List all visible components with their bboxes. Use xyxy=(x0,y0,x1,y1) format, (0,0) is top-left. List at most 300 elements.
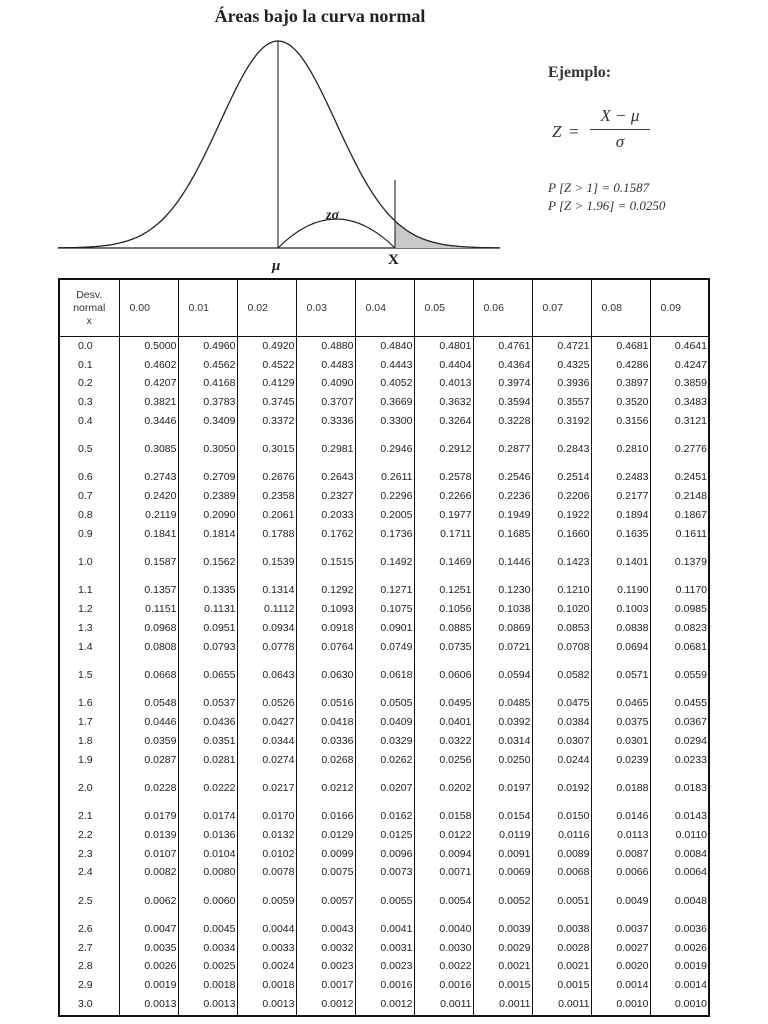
probability-cell: 0.0122 xyxy=(414,826,473,845)
probability-cell: 0.1736 xyxy=(355,525,414,544)
probability-cell: 0.0174 xyxy=(178,807,237,826)
probability-cell: 0.0011 xyxy=(414,996,473,1016)
probability-cell: 0.0082 xyxy=(119,864,178,883)
probability-cell: 0.3557 xyxy=(532,394,591,413)
probability-cell: 0.0035 xyxy=(119,939,178,958)
probability-cell: 0.0089 xyxy=(532,845,591,864)
probability-cell: 0.1894 xyxy=(591,507,650,526)
probability-cell: 0.0068 xyxy=(532,864,591,883)
probability-cell: 0.2981 xyxy=(296,431,355,469)
table-row xyxy=(59,431,709,469)
probability-cell: 0.5000 xyxy=(119,337,178,357)
probability-cell: 0.0032 xyxy=(296,939,355,958)
probability-cell: 0.0212 xyxy=(296,770,355,808)
probability-cell: 0.2611 xyxy=(355,469,414,488)
z-value-cell: 2.0 xyxy=(59,770,119,808)
probability-cell: 0.0764 xyxy=(296,638,355,657)
probability-cell: 0.0336 xyxy=(296,732,355,751)
probability-cell: 0.1020 xyxy=(532,601,591,620)
probability-cell: 0.0143 xyxy=(650,807,709,826)
probability-cell: 0.4090 xyxy=(296,375,355,394)
column-header: 0.02 xyxy=(237,279,296,337)
column-header: 0.07 xyxy=(532,279,591,337)
column-header: 0.04 xyxy=(355,279,414,337)
z-sigma-arc xyxy=(278,219,395,248)
probability-cell: 0.0038 xyxy=(532,920,591,939)
probability-cell: 0.1762 xyxy=(296,525,355,544)
probability-cell: 0.2483 xyxy=(591,469,650,488)
probability-cell: 0.1711 xyxy=(414,525,473,544)
probability-cell: 0.0014 xyxy=(591,977,650,996)
probability-cell: 0.0094 xyxy=(414,845,473,864)
probability-cell: 0.0036 xyxy=(650,920,709,939)
probability-cell: 0.2810 xyxy=(591,431,650,469)
z-value-cell: 0.1 xyxy=(59,356,119,375)
z-table xyxy=(58,278,710,1017)
z-value-cell: 0.4 xyxy=(59,413,119,432)
probability-cell: 0.0244 xyxy=(532,751,591,770)
z-value-cell: 2.3 xyxy=(59,845,119,864)
probability-cell: 0.0110 xyxy=(650,826,709,845)
probability-cell: 0.0233 xyxy=(650,751,709,770)
probability-cell: 0.0139 xyxy=(119,826,178,845)
probability-cell: 0.1056 xyxy=(414,601,473,620)
probability-cell: 0.1469 xyxy=(414,544,473,582)
probability-cell: 0.0049 xyxy=(591,883,650,921)
probability-cell: 0.0132 xyxy=(237,826,296,845)
probability-cell: 0.0179 xyxy=(119,807,178,826)
probability-cell: 0.0885 xyxy=(414,619,473,638)
probability-cell: 0.0951 xyxy=(178,619,237,638)
table-row xyxy=(59,977,709,996)
probability-cell: 0.0016 xyxy=(414,977,473,996)
probability-cell: 0.0020 xyxy=(591,958,650,977)
probability-cell: 0.0069 xyxy=(473,864,532,883)
probability-cell: 0.0548 xyxy=(119,695,178,714)
probability-cell: 0.2451 xyxy=(650,469,709,488)
probability-cell: 0.3632 xyxy=(414,394,473,413)
probability-cell: 0.0823 xyxy=(650,619,709,638)
table-row xyxy=(59,619,709,638)
probability-cell: 0.1611 xyxy=(650,525,709,544)
probability-cell: 0.0778 xyxy=(237,638,296,657)
probability-cell: 0.0668 xyxy=(119,657,178,695)
probability-cell: 0.0021 xyxy=(532,958,591,977)
z-value-cell: 1.9 xyxy=(59,751,119,770)
probability-cell: 0.0606 xyxy=(414,657,473,695)
probability-cell: 0.1922 xyxy=(532,507,591,526)
probability-cell: 0.0016 xyxy=(355,977,414,996)
probability-cell: 0.2033 xyxy=(296,507,355,526)
z-value-cell: 2.2 xyxy=(59,826,119,845)
table-row xyxy=(59,337,709,357)
z-value-cell: 2.1 xyxy=(59,807,119,826)
probability-cell: 0.0162 xyxy=(355,807,414,826)
probability-cell: 0.0485 xyxy=(473,695,532,714)
probability-cell: 0.3015 xyxy=(237,431,296,469)
z-value-cell: 0.8 xyxy=(59,507,119,526)
z-value-cell: 0.3 xyxy=(59,394,119,413)
probability-cell: 0.0013 xyxy=(237,996,296,1016)
probability-cell: 0.0344 xyxy=(237,732,296,751)
table-row xyxy=(59,864,709,883)
probability-cell: 0.3264 xyxy=(414,413,473,432)
probability-cell: 0.4129 xyxy=(237,375,296,394)
probability-cell: 0.0154 xyxy=(473,807,532,826)
right-tail-shaded-area xyxy=(395,222,500,248)
probability-cell: 0.0041 xyxy=(355,920,414,939)
probability-cell: 0.1251 xyxy=(414,582,473,601)
probability-cell: 0.3336 xyxy=(296,413,355,432)
table-row xyxy=(59,713,709,732)
z-value-cell: 1.8 xyxy=(59,732,119,751)
probability-cell: 0.2358 xyxy=(237,488,296,507)
z-value-cell: 1.7 xyxy=(59,713,119,732)
table-row xyxy=(59,883,709,921)
probability-cell: 0.0869 xyxy=(473,619,532,638)
probability-cell: 0.1292 xyxy=(296,582,355,601)
probability-cell: 0.0015 xyxy=(532,977,591,996)
probability-cell: 0.0012 xyxy=(355,996,414,1016)
probability-cell: 0.0516 xyxy=(296,695,355,714)
probability-cell: 0.4721 xyxy=(532,337,591,357)
probability-cell: 0.0158 xyxy=(414,807,473,826)
probability-cell: 0.0630 xyxy=(296,657,355,695)
probability-cell: 0.1492 xyxy=(355,544,414,582)
probability-cell: 0.0375 xyxy=(591,713,650,732)
z-value-cell: 0.6 xyxy=(59,469,119,488)
example-probability-1: P [Z > 1] = 0.1587 xyxy=(548,180,650,195)
table-row xyxy=(59,601,709,620)
probability-cell: 0.0301 xyxy=(591,732,650,751)
table-row xyxy=(59,488,709,507)
probability-cell: 0.0307 xyxy=(532,732,591,751)
probability-cell: 0.4404 xyxy=(414,356,473,375)
probability-cell: 0.0359 xyxy=(119,732,178,751)
probability-cell: 0.1401 xyxy=(591,544,650,582)
table-row xyxy=(59,751,709,770)
probability-cell: 0.0655 xyxy=(178,657,237,695)
probability-cell: 0.0026 xyxy=(650,939,709,958)
table-row xyxy=(59,996,709,1016)
z-value-cell: 0.7 xyxy=(59,488,119,507)
probability-cell: 0.0853 xyxy=(532,619,591,638)
probability-cell: 0.0019 xyxy=(119,977,178,996)
probability-cell: 0.0582 xyxy=(532,657,591,695)
formula-fraction-bar xyxy=(590,129,650,130)
probability-cell: 0.0401 xyxy=(414,713,473,732)
probability-cell: 0.0031 xyxy=(355,939,414,958)
probability-cell: 0.4602 xyxy=(119,356,178,375)
probability-cell: 0.3707 xyxy=(296,394,355,413)
probability-cell: 0.0735 xyxy=(414,638,473,657)
column-header: 0.01 xyxy=(178,279,237,337)
probability-cell: 0.4920 xyxy=(237,337,296,357)
probability-cell: 0.3897 xyxy=(591,375,650,394)
probability-cell: 0.0281 xyxy=(178,751,237,770)
probability-cell: 0.1379 xyxy=(650,544,709,582)
header-desv-line-3: x xyxy=(86,314,92,327)
z-value-cell: 1.2 xyxy=(59,601,119,620)
z-value-cell: 0.0 xyxy=(59,337,119,357)
probability-cell: 0.0044 xyxy=(237,920,296,939)
probability-cell: 0.2061 xyxy=(237,507,296,526)
probability-cell: 0.3594 xyxy=(473,394,532,413)
probability-cell: 0.4052 xyxy=(355,375,414,394)
probability-cell: 0.0033 xyxy=(237,939,296,958)
page-title: Áreas bajo la curva normal xyxy=(214,6,426,26)
probability-cell: 0.0048 xyxy=(650,883,709,921)
probability-cell: 0.0808 xyxy=(119,638,178,657)
probability-cell: 0.1841 xyxy=(119,525,178,544)
probability-cell: 0.0039 xyxy=(473,920,532,939)
probability-cell: 0.1003 xyxy=(591,601,650,620)
probability-cell: 0.3446 xyxy=(119,413,178,432)
probability-cell: 0.2946 xyxy=(355,431,414,469)
probability-cell: 0.0217 xyxy=(237,770,296,808)
formula-denominator: σ xyxy=(615,132,625,151)
z-value-cell: 0.9 xyxy=(59,525,119,544)
probability-cell: 0.0409 xyxy=(355,713,414,732)
probability-cell: 0.3156 xyxy=(591,413,650,432)
table-row xyxy=(59,920,709,939)
z-value-cell: 2.6 xyxy=(59,920,119,939)
probability-cell: 0.4960 xyxy=(178,337,237,357)
column-header: 0.06 xyxy=(473,279,532,337)
probability-cell: 0.3859 xyxy=(650,375,709,394)
probability-cell: 0.0022 xyxy=(414,958,473,977)
probability-cell: 0.0749 xyxy=(355,638,414,657)
probability-cell: 0.0011 xyxy=(473,996,532,1016)
probability-cell: 0.0526 xyxy=(237,695,296,714)
probability-cell: 0.4013 xyxy=(414,375,473,394)
probability-cell: 0.0721 xyxy=(473,638,532,657)
probability-cell: 0.0475 xyxy=(532,695,591,714)
table-row xyxy=(59,582,709,601)
probability-cell: 0.0202 xyxy=(414,770,473,808)
probability-cell: 0.1446 xyxy=(473,544,532,582)
table-row xyxy=(59,507,709,526)
probability-cell: 0.1814 xyxy=(178,525,237,544)
probability-cell: 0.4168 xyxy=(178,375,237,394)
probability-cell: 0.4364 xyxy=(473,356,532,375)
probability-cell: 0.2776 xyxy=(650,431,709,469)
probability-cell: 0.0064 xyxy=(650,864,709,883)
probability-cell: 0.1075 xyxy=(355,601,414,620)
probability-cell: 0.0078 xyxy=(237,864,296,883)
z-value-cell: 2.9 xyxy=(59,977,119,996)
probability-cell: 0.0322 xyxy=(414,732,473,751)
probability-cell: 0.2843 xyxy=(532,431,591,469)
probability-cell: 0.0392 xyxy=(473,713,532,732)
probability-cell: 0.2578 xyxy=(414,469,473,488)
probability-cell: 0.3121 xyxy=(650,413,709,432)
probability-cell: 0.0066 xyxy=(591,864,650,883)
probability-cell: 0.0207 xyxy=(355,770,414,808)
probability-cell: 0.0025 xyxy=(178,958,237,977)
z-value-cell: 2.5 xyxy=(59,883,119,921)
z-value-cell: 2.8 xyxy=(59,958,119,977)
probability-cell: 0.0102 xyxy=(237,845,296,864)
probability-cell: 0.2546 xyxy=(473,469,532,488)
x-label: X xyxy=(388,252,399,268)
probability-cell: 0.0384 xyxy=(532,713,591,732)
probability-cell: 0.1170 xyxy=(650,582,709,601)
probability-cell: 0.0096 xyxy=(355,845,414,864)
probability-cell: 0.0017 xyxy=(296,977,355,996)
probability-cell: 0.0170 xyxy=(237,807,296,826)
probability-cell: 0.0446 xyxy=(119,713,178,732)
probability-cell: 0.0166 xyxy=(296,807,355,826)
table-row xyxy=(59,394,709,413)
probability-cell: 0.0011 xyxy=(532,996,591,1016)
probability-cell: 0.0091 xyxy=(473,845,532,864)
probability-cell: 0.2119 xyxy=(119,507,178,526)
probability-cell: 0.0037 xyxy=(591,920,650,939)
probability-cell: 0.0073 xyxy=(355,864,414,883)
mu-label: μ xyxy=(272,258,281,274)
probability-cell: 0.0055 xyxy=(355,883,414,921)
probability-cell: 0.3783 xyxy=(178,394,237,413)
column-header: 0.09 xyxy=(650,279,709,337)
probability-cell: 0.2236 xyxy=(473,488,532,507)
probability-cell: 0.0023 xyxy=(355,958,414,977)
probability-cell: 0.0262 xyxy=(355,751,414,770)
probability-cell: 0.4880 xyxy=(296,337,355,357)
z-value-cell: 2.7 xyxy=(59,939,119,958)
probability-cell: 0.3483 xyxy=(650,394,709,413)
column-header: 0.08 xyxy=(591,279,650,337)
probability-cell: 0.0018 xyxy=(178,977,237,996)
probability-cell: 0.4483 xyxy=(296,356,355,375)
probability-cell: 0.4801 xyxy=(414,337,473,357)
probability-cell: 0.0274 xyxy=(237,751,296,770)
probability-cell: 0.4840 xyxy=(355,337,414,357)
probability-cell: 0.0023 xyxy=(296,958,355,977)
probability-cell: 0.3300 xyxy=(355,413,414,432)
probability-cell: 0.1190 xyxy=(591,582,650,601)
probability-cell: 0.1210 xyxy=(532,582,591,601)
column-header: 0.05 xyxy=(414,279,473,337)
probability-cell: 0.4562 xyxy=(178,356,237,375)
probability-cell: 0.0694 xyxy=(591,638,650,657)
header-desv-line-2: normal xyxy=(73,301,106,314)
probability-cell: 0.0080 xyxy=(178,864,237,883)
probability-cell: 0.0027 xyxy=(591,939,650,958)
normal-curve xyxy=(58,41,500,248)
probability-cell: 0.0618 xyxy=(355,657,414,695)
probability-cell: 0.0047 xyxy=(119,920,178,939)
probability-cell: 0.0024 xyxy=(237,958,296,977)
probability-cell: 0.4286 xyxy=(591,356,650,375)
probability-cell: 0.0129 xyxy=(296,826,355,845)
probability-cell: 0.0021 xyxy=(473,958,532,977)
probability-cell: 0.0014 xyxy=(650,977,709,996)
probability-cell: 0.4761 xyxy=(473,337,532,357)
z-sigma-label: zσ xyxy=(326,208,339,223)
probability-cell: 0.1562 xyxy=(178,544,237,582)
probability-cell: 0.0256 xyxy=(414,751,473,770)
probability-cell: 0.0060 xyxy=(178,883,237,921)
probability-cell: 0.1230 xyxy=(473,582,532,601)
probability-cell: 0.0228 xyxy=(119,770,178,808)
probability-cell: 0.0918 xyxy=(296,619,355,638)
probability-cell: 0.2296 xyxy=(355,488,414,507)
probability-cell: 0.1660 xyxy=(532,525,591,544)
probability-cell: 0.0043 xyxy=(296,920,355,939)
probability-cell: 0.3192 xyxy=(532,413,591,432)
probability-cell: 0.1635 xyxy=(591,525,650,544)
probability-cell: 0.0250 xyxy=(473,751,532,770)
probability-cell: 0.0351 xyxy=(178,732,237,751)
probability-cell: 0.0222 xyxy=(178,770,237,808)
probability-cell: 0.0010 xyxy=(591,996,650,1016)
probability-cell: 0.0329 xyxy=(355,732,414,751)
probability-cell: 0.2327 xyxy=(296,488,355,507)
probability-cell: 0.3050 xyxy=(178,431,237,469)
probability-cell: 0.0113 xyxy=(591,826,650,845)
probability-cell: 0.4522 xyxy=(237,356,296,375)
probability-cell: 0.1788 xyxy=(237,525,296,544)
probability-cell: 0.1587 xyxy=(119,544,178,582)
probability-cell: 0.1038 xyxy=(473,601,532,620)
table-row xyxy=(59,356,709,375)
probability-cell: 0.0116 xyxy=(532,826,591,845)
probability-cell: 0.2005 xyxy=(355,507,414,526)
table-header-row xyxy=(59,279,709,337)
probability-cell: 0.0059 xyxy=(237,883,296,921)
probability-cell: 0.1271 xyxy=(355,582,414,601)
probability-cell: 0.2643 xyxy=(296,469,355,488)
table-body xyxy=(59,337,709,1017)
probability-cell: 0.0465 xyxy=(591,695,650,714)
probability-cell: 0.3974 xyxy=(473,375,532,394)
probability-cell: 0.1093 xyxy=(296,601,355,620)
probability-cell: 0.0985 xyxy=(650,601,709,620)
probability-cell: 0.0455 xyxy=(650,695,709,714)
probability-cell: 0.0427 xyxy=(237,713,296,732)
probability-cell: 0.4247 xyxy=(650,356,709,375)
probability-cell: 0.4443 xyxy=(355,356,414,375)
probability-cell: 0.0057 xyxy=(296,883,355,921)
probability-cell: 0.0012 xyxy=(296,996,355,1016)
probability-cell: 0.0030 xyxy=(414,939,473,958)
z-value-cell: 1.0 xyxy=(59,544,119,582)
probability-cell: 0.2420 xyxy=(119,488,178,507)
probability-cell: 0.3409 xyxy=(178,413,237,432)
probability-cell: 0.0287 xyxy=(119,751,178,770)
probability-cell: 0.0099 xyxy=(296,845,355,864)
probability-cell: 0.2389 xyxy=(178,488,237,507)
probability-cell: 0.0708 xyxy=(532,638,591,657)
probability-cell: 0.0188 xyxy=(591,770,650,808)
probability-cell: 0.0643 xyxy=(237,657,296,695)
probability-cell: 0.0968 xyxy=(119,619,178,638)
probability-cell: 0.0087 xyxy=(591,845,650,864)
z-value-cell: 0.5 xyxy=(59,431,119,469)
probability-cell: 0.0019 xyxy=(650,958,709,977)
probability-cell: 0.3372 xyxy=(237,413,296,432)
table-row xyxy=(59,939,709,958)
probability-cell: 0.1539 xyxy=(237,544,296,582)
table-row xyxy=(59,695,709,714)
probability-cell: 0.0367 xyxy=(650,713,709,732)
probability-cell: 0.0571 xyxy=(591,657,650,695)
column-header: 0.00 xyxy=(119,279,178,337)
probability-cell: 0.0062 xyxy=(119,883,178,921)
table-row xyxy=(59,826,709,845)
probability-cell: 0.0239 xyxy=(591,751,650,770)
